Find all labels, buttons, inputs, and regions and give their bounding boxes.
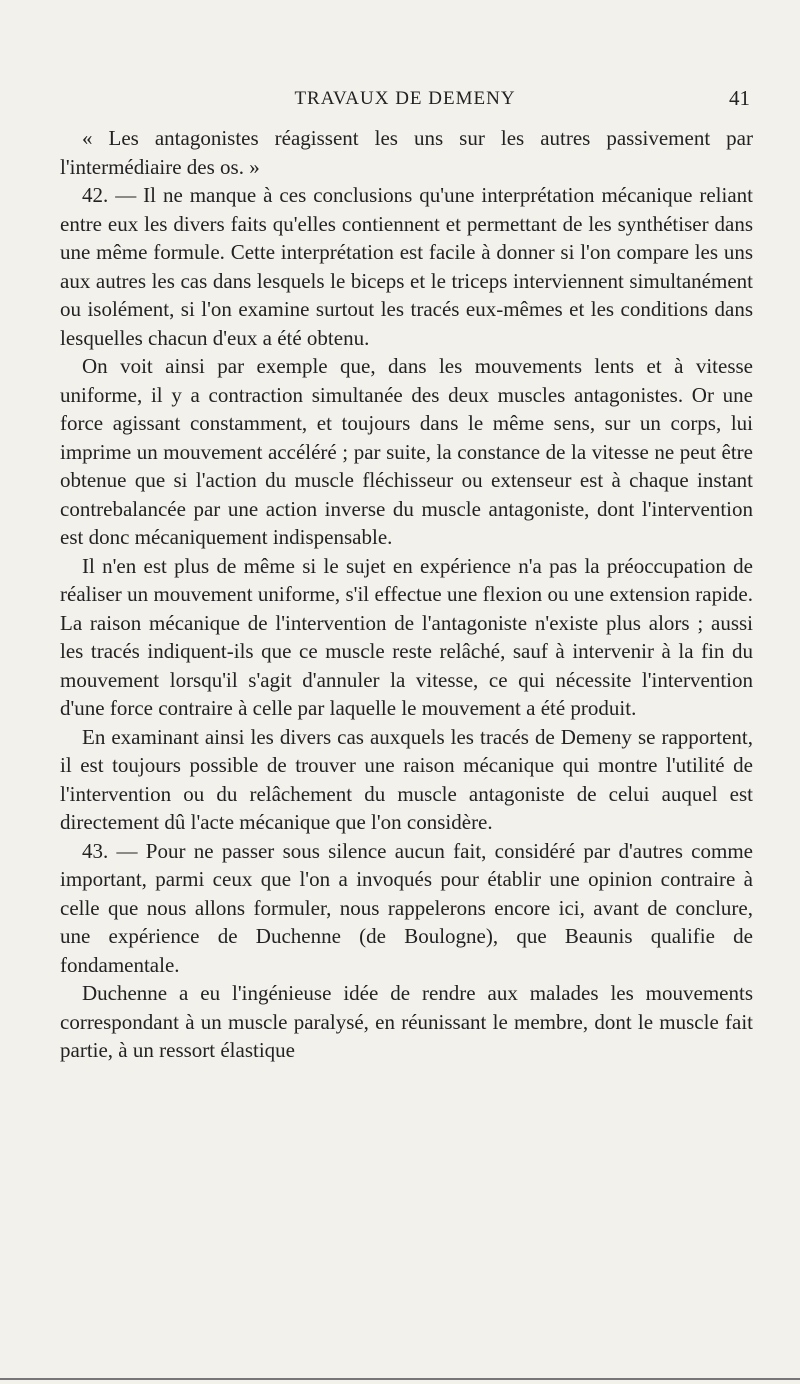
paragraph-rapid-flexion: Il n'en est plus de même si le sujet en expérience n'a pas la préoccupation de réaliser un mouvement uniforme, s'il effectue une flexion ou une extension rapide. La raison mécanique de l'intervention de l'antagoniste n'existe plus alors ; aussi les tracés indiquent-ils que ce muscle reste relâché, sauf à intervenir à la fin du mouvement lorsqu'il s'agit d'annuler la vitesse, ce qui nécessite l'intervention d'une force contraire à celle par laquelle le mouvement a été produit. [60, 553, 753, 720]
paragraph-quote: « Les antagonistes réagissent les uns sur les autres passivement par l'intermédiaire des os. » [60, 126, 753, 179]
paragraph-demeny-cases: En examinant ainsi les divers cas auxquels les tracés de Demeny se rapportent, il est toujours possible de trouver une raison mécanique qui montre l'utilité de l'intervention ou du relâchement du muscle antagoniste de celui auquel est directement dû l'acte mécanique que l'on considère. [60, 724, 753, 834]
paragraph-duchenne: Duchenne a eu l'ingénieuse idée de rendre aux malades les mouvements correspondant à un muscle paralysé, en réunissant le membre, dont le muscle fait partie, à un ressort élastique [60, 981, 753, 1062]
paragraph-uniform-movement: On voit ainsi par exemple que, dans les mouvements lents et à vitesse uniforme, il y a contraction simultanée des deux muscles antagonistes. Or une force agissant constamment, et toujours dans le même sens, sur un corps, lui imprime un mouvement accéléré ; par suite, la constance de la vitesse ne peut être obtenue que si l'action du muscle fléchisseur ou extenseur est à chaque instant contrebalancée par une action inverse du muscle antagoniste, dont l'intervention est donc mécaniquement indispensable. [60, 354, 753, 549]
running-title: TRAVAUX DE DEMENY [294, 88, 516, 109]
page-header [60, 88, 750, 118]
bottom-rule [0, 1378, 800, 1380]
paragraph-42: 42. — Il ne manque à ces conclusions qu'une interprétation mécanique reliant entre eux les divers faits qu'elles contiennent et permettant de les synthétiser dans une même formule. Cette interprétation est facile à donner si l'on compare les uns aux autres les cas dans lesquels le biceps et le triceps interviennent simultanément ou isolément, si l'on examine surtout les tracés eux-mêmes et les conditions dans lesquelles chacun d'eux a été obtenu. [60, 183, 753, 350]
paragraph-43: 43. — Pour ne passer sous silence aucun fait, considéré par d'autres comme important, parmi ceux que l'on a invoqués pour établir une opinion contraire à celle que nous allons formuler, nous rappelerons encore ici, avant de conclure, une expérience de Duchenne (de Boulogne), que Beaunis qualifie de fondamentale. [60, 838, 753, 977]
page-number: 41 [729, 86, 750, 110]
body-text [60, 124, 753, 1065]
